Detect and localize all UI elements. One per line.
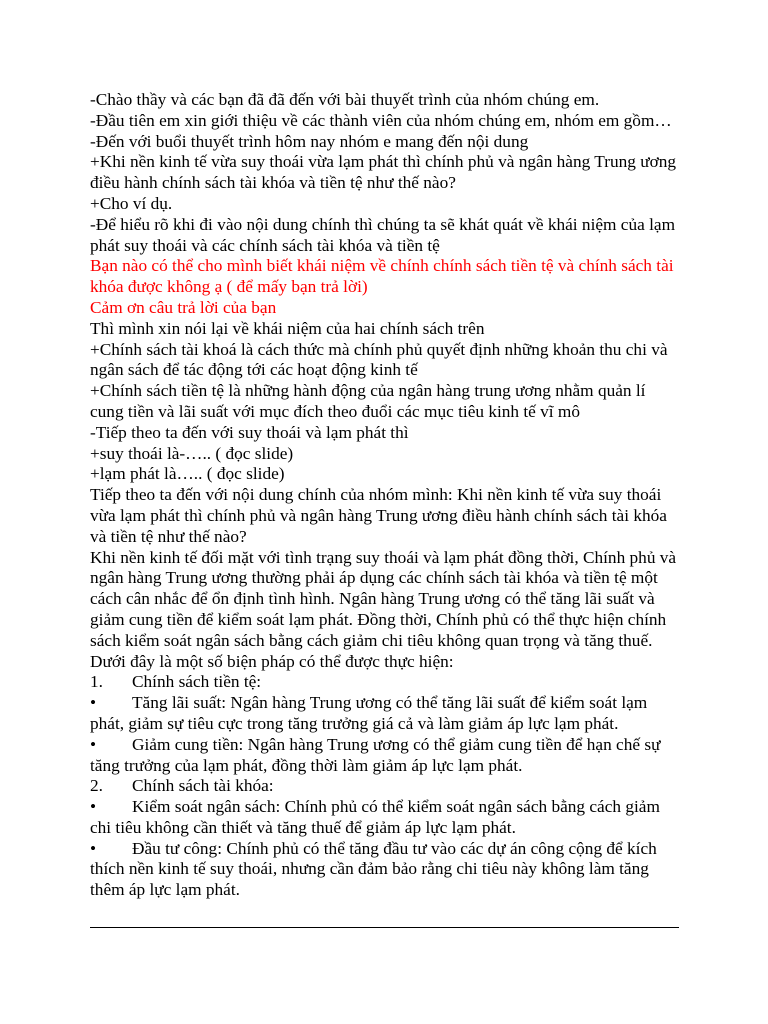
bullet-icon: • bbox=[90, 797, 97, 817]
list-item-public-investment bbox=[90, 839, 680, 901]
bullet-icon: • bbox=[90, 838, 97, 858]
page-bottom-rule bbox=[90, 927, 679, 928]
list-item-fiscal-policy bbox=[90, 776, 680, 797]
paragraph-recession: +suy thoái là-….. ( đọc slide) bbox=[90, 443, 294, 463]
paragraph-fiscal-policy-definition: +Chính sách tài khoá là cách thức mà chính phủ quyết định những khoản thu chi và ngân sách để tác động tới các hoạt động kinh tế bbox=[90, 339, 668, 380]
bullet-icon: • bbox=[90, 693, 97, 713]
list-item-label: Chính sách tiền tệ: bbox=[132, 672, 262, 692]
paragraph-presentation-topic: -Đến với buổi thuyết trình hôm nay nhóm e mang đến nội dung bbox=[90, 131, 529, 151]
list-item-label: Tăng lãi suất: Ngân hàng Trung ương có thể tăng lãi suất để kiểm soát lạm phát, giảm sự tiêu cực trong tăng trưởng giá cả và làm giảm áp lực lạm phát. bbox=[90, 693, 648, 733]
bullet-icon: • bbox=[90, 734, 97, 754]
list-item-reduce-money-supply bbox=[90, 735, 680, 777]
paragraph-greeting: -Chào thầy và các bạn đã đã đến với bài thuyết trình của nhóm chúng em. bbox=[90, 90, 600, 109]
list-item-label: Đầu tư công: Chính phủ có thể tăng đầu tư vào các dự án công cộng để kích thích nền kinh tế suy thoái, nhưng cần đảm bảo rằng chi tiêu này không làm tăng thêm áp lực lạm phát. bbox=[90, 838, 657, 900]
paragraph-question-to-audience: Bạn nào có thể cho mình biết khái niệm về chính chính sách tiền tệ và chính sách tài khóa được không ạ ( để mấy bạn trả lời) bbox=[90, 256, 674, 297]
list-number: 2. bbox=[90, 776, 103, 796]
paragraph-recap-intro: Thì mình xin nói lại về khái niệm của hai chính sách trên bbox=[90, 318, 485, 338]
paragraph-main-content-intro: Tiếp theo ta đến với nội dung chính của nhóm mình: Khi nền kinh tế vừa suy thoái vừa lạm phát thì chính phủ và ngân hàng Trung ương điều hành chính sách tài khóa và tiền tệ như thế nào? bbox=[90, 485, 667, 546]
paragraph-recession-inflation-intro: -Tiếp theo ta đến với suy thoái và lạm phát thì bbox=[90, 422, 409, 442]
list-item-monetary-policy bbox=[90, 672, 680, 693]
document-body bbox=[90, 90, 680, 901]
paragraph-main-question: +Khi nền kinh tế vừa suy thoái vừa lạm phát thì chính phủ và ngân hàng Trung ương điều hành chính sách tài khóa và tiền tệ như thế nào? bbox=[90, 152, 676, 193]
paragraph-inflation: +lạm phát là….. ( đọc slide) bbox=[90, 464, 285, 484]
list-item-raise-interest-rate bbox=[90, 693, 680, 735]
list-item-label: Chính sách tài khóa: bbox=[132, 776, 274, 796]
paragraph-main-content: Khi nền kinh tế đối mặt với tình trạng suy thoái và lạm phát đồng thời, Chính phủ và ngân hàng Trung ương thường phải áp dụng các chính sách tài khóa và tiền tệ một cách cân nhắc để ổn định tình hình. Ngân hàng Trung ương có thể tăng lãi suất và giảm cung tiền để kiểm soát lạm phát. Đồng thời, Chính phủ có thể thực hiện chính sách kiểm soát ngân sách bằng cách giảm chi tiêu không quan trọng và tăng thuế. Dưới đây là một số biện pháp có thể được thực hiện: bbox=[90, 547, 677, 671]
list-number: 1. bbox=[90, 672, 103, 692]
paragraph-monetary-policy-definition: +Chính sách tiền tệ là những hành động của ngân hàng trung ương nhằm quản lí cung tiền và lãi suất với mục đích theo đuổi các mục tiêu kinh tế vĩ mô bbox=[90, 381, 646, 421]
paragraph-thanks: Cảm ơn câu trả lời của bạn bbox=[90, 297, 277, 317]
list-item-label: Giảm cung tiền: Ngân hàng Trung ương có thể giảm cung tiền để hạn chế sự tăng trưởng của lạm phát, đồng thời làm giảm áp lực lạm phát. bbox=[90, 734, 661, 775]
paragraph-overview: -Để hiểu rõ khi đi vào nội dung chính thì chúng ta sẽ khát quát về khái niệm của lạm phát suy thoái và các chính sách tài khóa và tiền tệ bbox=[90, 214, 676, 255]
paragraph-example: +Cho ví dụ. bbox=[90, 193, 173, 213]
list-item-label: Kiểm soát ngân sách: Chính phủ có thể kiểm soát ngân sách bằng cách giảm chi tiêu không cần thiết và tăng thuế để giảm áp lực lạm phát. bbox=[90, 797, 660, 837]
list-item-budget-control bbox=[90, 797, 680, 839]
paragraph-introduce-members: -Đầu tiên em xin giới thiệu về các thành viên của nhóm chúng em, nhóm em gồm… bbox=[90, 110, 672, 130]
